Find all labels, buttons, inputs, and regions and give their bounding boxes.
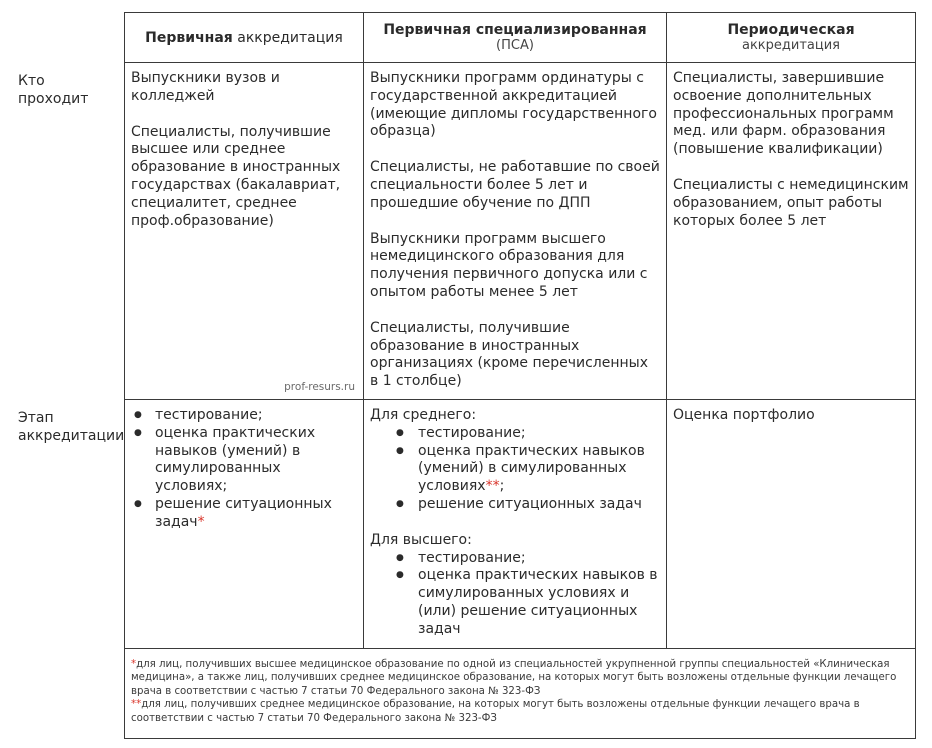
table-header-row: [125, 13, 916, 63]
stage-list: [370, 425, 660, 514]
watermark: prof-resurs.ru: [284, 381, 355, 394]
list-item-text: решение ситуационных задач: [418, 495, 642, 512]
header-specialized-bold: Первичная специализированная: [383, 21, 647, 38]
stage-group-secondary: [370, 407, 660, 514]
cell-footnotes: [125, 649, 916, 739]
paragraph: Оценка портфолио: [673, 407, 815, 423]
paragraph: Выпускники программ ординатуры с государственной аккредитацией (имеющие дипломы государственного образца): [370, 70, 657, 140]
table-row-footnotes: [125, 649, 916, 739]
list-item: [131, 425, 357, 496]
paragraph: Специалисты, завершившие освоение дополнительных профессиональных программ мед. или фарм. образования (повышение квалификации): [673, 70, 894, 158]
footnote-mark: *: [131, 659, 137, 670]
list-item-tail: ;: [499, 478, 505, 495]
list-item: [370, 550, 660, 568]
list-item: [370, 443, 660, 496]
list-item: [370, 425, 660, 443]
group-title: Для высшего:: [370, 531, 472, 548]
header-specialized: [364, 13, 667, 63]
footnote-mark: **: [131, 699, 142, 711]
cell-who-primary: [125, 63, 364, 400]
paragraph: Специалисты, получившие высшее или среднее образование в иностранных государствах (бакалавриат, специалитет, среднее проф.образование): [131, 123, 341, 229]
footnote-text: для лиц, получивших среднее медицинское образование, на которых могут быть возложены отдельные функции лечащего врача в соответствии с частью 7 статьи 70 Федерального закона № 323-ФЗ: [131, 699, 860, 724]
cell-who-periodic: [667, 63, 916, 400]
header-periodic-bold: Периодическая: [727, 21, 855, 38]
list-item: [370, 496, 660, 514]
list-item-text: тестирование;: [418, 549, 526, 566]
cell-who-specialized: [364, 63, 667, 400]
header-primary-rest: аккредитация: [232, 29, 343, 46]
footnote-mark: *: [197, 513, 205, 530]
header-primary: [125, 13, 364, 63]
group-title: Для среднего:: [370, 407, 477, 423]
list-item: [131, 407, 357, 425]
list-item-text: тестирование;: [155, 407, 263, 423]
table-row-who: [125, 63, 916, 400]
header-specialized-sub: (ПСА): [496, 37, 534, 53]
paragraph: Выпускники вузов и колледжей: [131, 70, 280, 104]
paragraph: Специалисты, получившие образование в иностранных организациях (кроме перечисленных в 1 столбце): [370, 319, 648, 390]
list-item-text: тестирование;: [418, 424, 526, 441]
cell-stage-periodic: [667, 400, 916, 649]
accreditation-table: [124, 12, 916, 739]
stage-list: [131, 407, 357, 532]
footnote-mark: **: [485, 478, 500, 495]
list-item: [131, 496, 357, 532]
stage-list: [370, 550, 660, 639]
table-row-stage: [125, 400, 916, 649]
footnote-2: [131, 698, 909, 725]
cell-stage-specialized: [364, 400, 667, 649]
stage-group-higher: [370, 532, 660, 639]
paragraph: Выпускники программ высшего немедицинского образования для получения первичного допуска или с опытом работы менее 5 лет: [370, 230, 648, 300]
header-periodic-sub: аккредитация: [741, 37, 840, 53]
list-item-text: оценка практических навыков (умений) в симулированных условиях;: [155, 424, 316, 495]
paragraph: Специалисты с немедицинским образованием, опыт работы которых более 5 лет: [673, 176, 909, 229]
header-periodic: [667, 13, 916, 63]
list-item-text: решение ситуационных задач: [155, 495, 332, 530]
header-primary-bold: Первичная: [145, 29, 233, 46]
list-item-text: оценка практических навыков в симулированных условиях и (или) решение ситуационных задач: [418, 567, 658, 637]
list-item-text: оценка практических навыков (умений) в симулированных условиях: [418, 442, 645, 495]
footnote-1: [131, 658, 909, 698]
footnote-text: для лиц, получивших высшее медицинское образование по одной из специальностей укрупненной группы специальностей «Клиническая медицина», а также лиц, получивших среднее медицинское образование, на которых могут быть возложены отдельные функции лечащего врача в соответствии с частью 7 статьи 70 Федерального закона № 323-ФЗ: [131, 659, 897, 697]
list-item: [370, 567, 660, 638]
paragraph: Специалисты, не работавшие по своей специальности более 5 лет и прошедшие обучение по ДПП: [370, 159, 660, 211]
row-label-who: Кто проходит: [18, 73, 89, 107]
cell-stage-primary: [125, 400, 364, 649]
row-label-stage: Этап аккредитации: [18, 410, 125, 444]
